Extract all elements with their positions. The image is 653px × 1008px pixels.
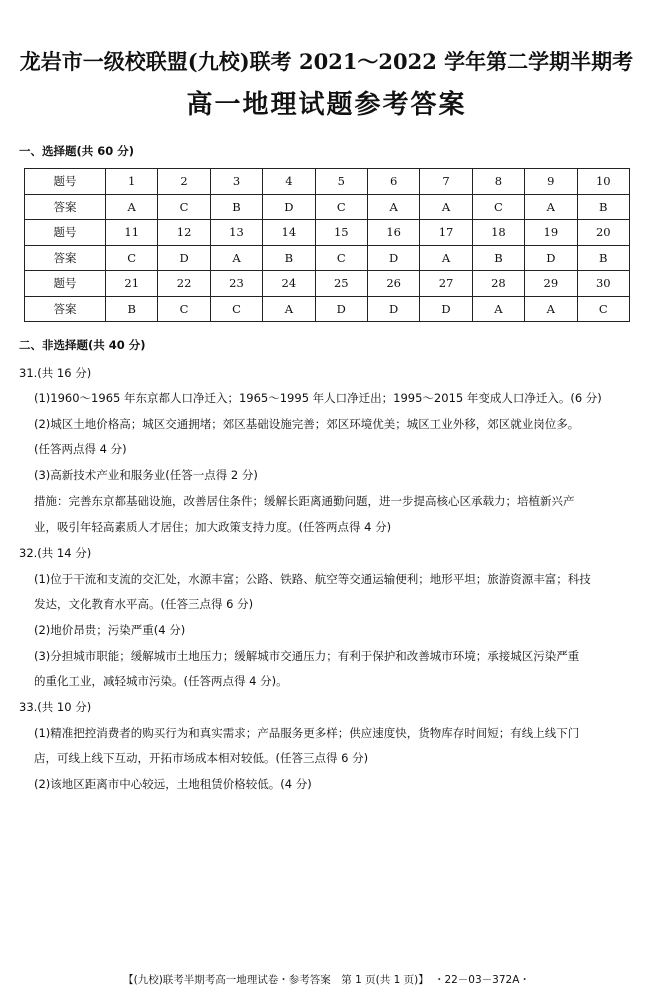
question-number-cell: 20 (577, 220, 629, 246)
answer-cell: A (525, 194, 577, 220)
question-number-cell: 30 (577, 271, 629, 297)
q33-answer-1: (1)精准把控消费者的购买行为和真实需求；产品服务更多样；供应速度快，货物库存时间短；有线上线下门 (34, 726, 580, 740)
answer-cell: B (263, 245, 315, 271)
q32-answer-1-cont: 发达，文化教育水平高。(任答三点得 6 分) (34, 597, 254, 611)
question-number-cell: 26 (367, 271, 419, 297)
question-number-cell: 12 (158, 220, 210, 246)
answer-cell: B (210, 194, 262, 220)
question-number-cell: 18 (472, 220, 524, 246)
answer-cell: C (210, 296, 262, 322)
question-number-label: 题号 (25, 271, 106, 297)
answer-label: 答案 (25, 194, 106, 220)
answer-table (24, 168, 630, 322)
question-number-cell: 7 (420, 169, 472, 195)
q33-heading: 33.(共 10 分) (19, 700, 92, 714)
answer-cell: C (106, 245, 158, 271)
q31-measures-cont: 业，吸引年轻高素质人才居住；加大政策支持力度。(任答两点得 4 分) (34, 520, 392, 534)
answer-cell: B (577, 245, 629, 271)
question-number-cell: 28 (472, 271, 524, 297)
answer-cell: A (106, 194, 158, 220)
answer-cell: C (577, 296, 629, 322)
question-number-cell: 22 (158, 271, 210, 297)
q33-answer-2: (2)该地区距离市中心较远，土地租赁价格较低。(4 分) (34, 777, 312, 791)
answer-cell: D (158, 245, 210, 271)
answer-row (25, 245, 630, 271)
question-number-cell: 1 (106, 169, 158, 195)
question-number-cell: 16 (367, 220, 419, 246)
section2-heading: 二、非选择题(共 40 分) (19, 338, 146, 352)
q32-answer-3: (3)分担城市职能；缓解城市土地压力；缓解城市交通压力；有利于保护和改善城市环境；承接城区污染严重 (34, 649, 580, 663)
q32-answer-3-cont: 的重化工业，减轻城市污染。(任答两点得 4 分)。 (34, 674, 288, 688)
answer-cell: A (210, 245, 262, 271)
answer-cell: C (158, 194, 210, 220)
question-number-row (25, 169, 630, 195)
question-number-label: 题号 (25, 220, 106, 246)
answer-label: 答案 (25, 245, 106, 271)
page-footer: 【(九校)联考半期考高一地理试卷・参考答案 第 1 页(共 1 页)】 ・22－03－372A・ (123, 974, 530, 986)
answer-cell: D (367, 296, 419, 322)
answer-cell: C (158, 296, 210, 322)
answer-cell: A (420, 194, 472, 220)
answer-cell: A (367, 194, 419, 220)
answer-cell: A (525, 296, 577, 322)
answer-cell: C (315, 194, 367, 220)
question-number-cell: 21 (106, 271, 158, 297)
answer-row (25, 296, 630, 322)
question-number-cell: 14 (263, 220, 315, 246)
q33-answer-1-cont: 店，可线上线下互动，开拓市场成本相对较低。(任答三点得 6 分) (34, 751, 369, 765)
answer-cell: C (472, 194, 524, 220)
question-number-cell: 10 (577, 169, 629, 195)
answer-cell: B (577, 194, 629, 220)
q31-answer-1: (1)1960～1965 年东京都人口净迁入；1965～1995 年人口净迁出；1995～2015 年变成人口净迁入。(6 分) (34, 391, 602, 405)
answer-cell: A (263, 296, 315, 322)
question-number-cell: 29 (525, 271, 577, 297)
q31-answer-2-cont: (任答两点得 4 分) (34, 442, 127, 456)
answer-cell: B (472, 245, 524, 271)
answer-label: 答案 (25, 296, 106, 322)
answer-cell: D (367, 245, 419, 271)
question-number-cell: 6 (367, 169, 419, 195)
answer-cell: A (420, 245, 472, 271)
question-number-cell: 27 (420, 271, 472, 297)
q32-answer-2: (2)地价昂贵；污染严重(4 分) (34, 623, 186, 637)
question-number-cell: 15 (315, 220, 367, 246)
q31-measures: 措施：完善东京都基础设施，改善居住条件；缓解长距离通勤问题，进一步提高核心区承载力；培植新兴产 (34, 494, 575, 508)
question-number-cell: 8 (472, 169, 524, 195)
answer-cell: D (525, 245, 577, 271)
question-number-cell: 9 (525, 169, 577, 195)
question-number-cell: 13 (210, 220, 262, 246)
answer-row (25, 194, 630, 220)
answer-cell: B (106, 296, 158, 322)
question-number-cell: 3 (210, 169, 262, 195)
question-number-cell: 11 (106, 220, 158, 246)
answer-key-title: 高一地理试题参考答案 (186, 90, 467, 120)
question-number-cell: 25 (315, 271, 367, 297)
question-number-cell: 23 (210, 271, 262, 297)
answer-cell: D (315, 296, 367, 322)
answer-cell: A (472, 296, 524, 322)
question-number-cell: 4 (263, 169, 315, 195)
q31-answer-2: (2)城区土地价格高；城区交通拥堵；郊区基础设施完善；郊区环境优美；城区工业外移，郊区就业岗位多。 (34, 417, 580, 431)
section1-heading: 一、选择题(共 60 分) (19, 144, 135, 158)
answer-cell: D (420, 296, 472, 322)
question-number-row (25, 220, 630, 246)
answer-cell: C (315, 245, 367, 271)
question-number-label: 题号 (25, 169, 106, 195)
q32-heading: 32.(共 14 分) (19, 546, 92, 560)
question-number-cell: 5 (315, 169, 367, 195)
q31-heading: 31.(共 16 分) (19, 366, 92, 380)
exam-title: 龙岩市一级校联盟(九校)联考 2021～2022 学年第二学期半期考 (19, 49, 634, 74)
q31-answer-3: (3)高新技术产业和服务业(任答一点得 2 分) (34, 468, 258, 482)
q32-answer-1: (1)位于干流和支流的交汇处，水源丰富；公路、铁路、航空等交通运输便利；地形平坦；旅游资源丰富；科技 (34, 572, 591, 586)
question-number-cell: 19 (525, 220, 577, 246)
answer-cell: D (263, 194, 315, 220)
question-number-cell: 2 (158, 169, 210, 195)
question-number-row (25, 271, 630, 297)
question-number-cell: 17 (420, 220, 472, 246)
question-number-cell: 24 (263, 271, 315, 297)
